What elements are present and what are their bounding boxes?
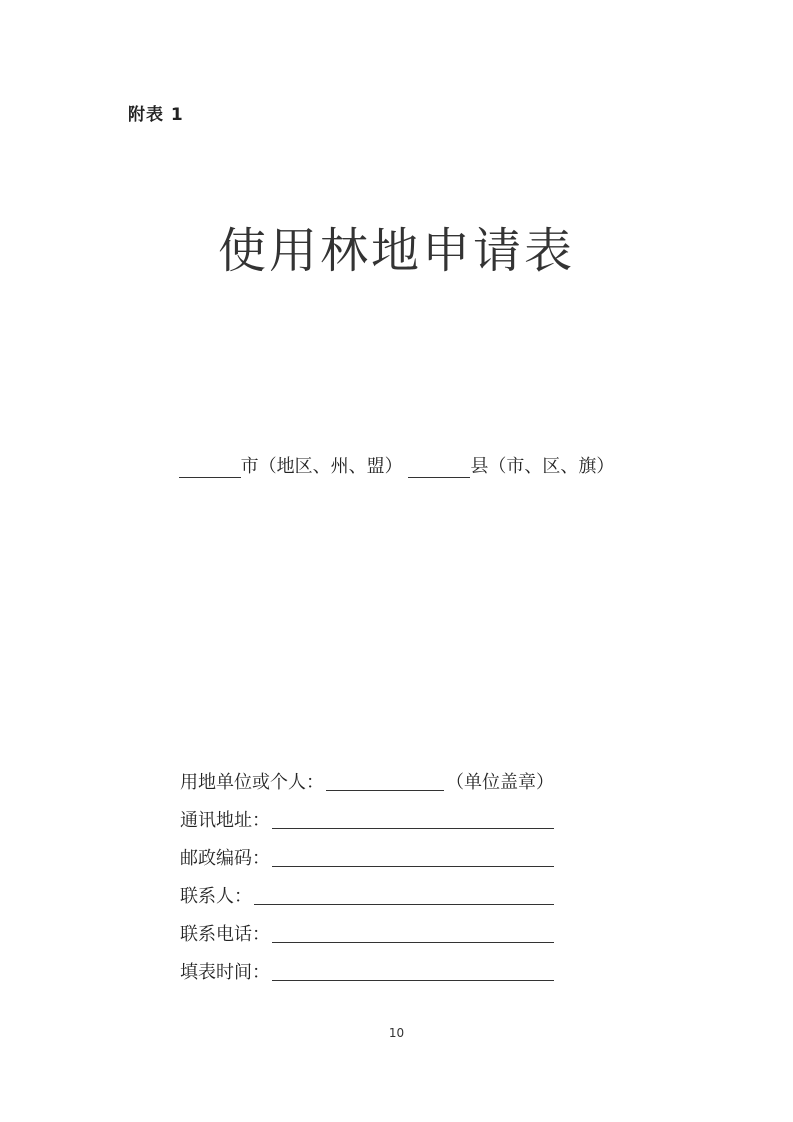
page-title: 使用林地申请表 — [217, 223, 575, 279]
contact-field[interactable] — [254, 882, 554, 905]
applicant-field[interactable] — [326, 768, 444, 791]
date-label: 填表时间： — [180, 962, 270, 983]
city-label: 市（地区、州、盟） — [240, 456, 403, 477]
applicant-label: 用地单位或个人： — [180, 772, 324, 793]
postcode-row — [180, 832, 600, 870]
date-row — [180, 946, 600, 984]
phone-row — [180, 908, 600, 946]
page-number: 10 — [388, 1026, 405, 1040]
address-row — [180, 794, 600, 832]
applicant-info-form — [180, 756, 600, 984]
city-blank-field[interactable] — [179, 459, 241, 478]
seal-note: （单位盖章） — [446, 772, 554, 793]
postcode-label: 邮政编码： — [180, 848, 270, 869]
applicant-row — [180, 756, 600, 794]
region-line — [0, 452, 793, 478]
address-field[interactable] — [272, 806, 554, 829]
contact-row — [180, 870, 600, 908]
date-field[interactable] — [272, 958, 554, 981]
annex-label: 附表 1 — [128, 105, 184, 125]
contact-label: 联系人： — [180, 886, 252, 907]
address-label: 通讯地址： — [180, 810, 270, 831]
county-blank-field[interactable] — [408, 459, 470, 478]
postcode-field[interactable] — [272, 844, 554, 867]
phone-field[interactable] — [272, 920, 554, 943]
phone-label: 联系电话： — [180, 924, 270, 945]
county-label: 县（市、区、旗） — [470, 456, 615, 477]
